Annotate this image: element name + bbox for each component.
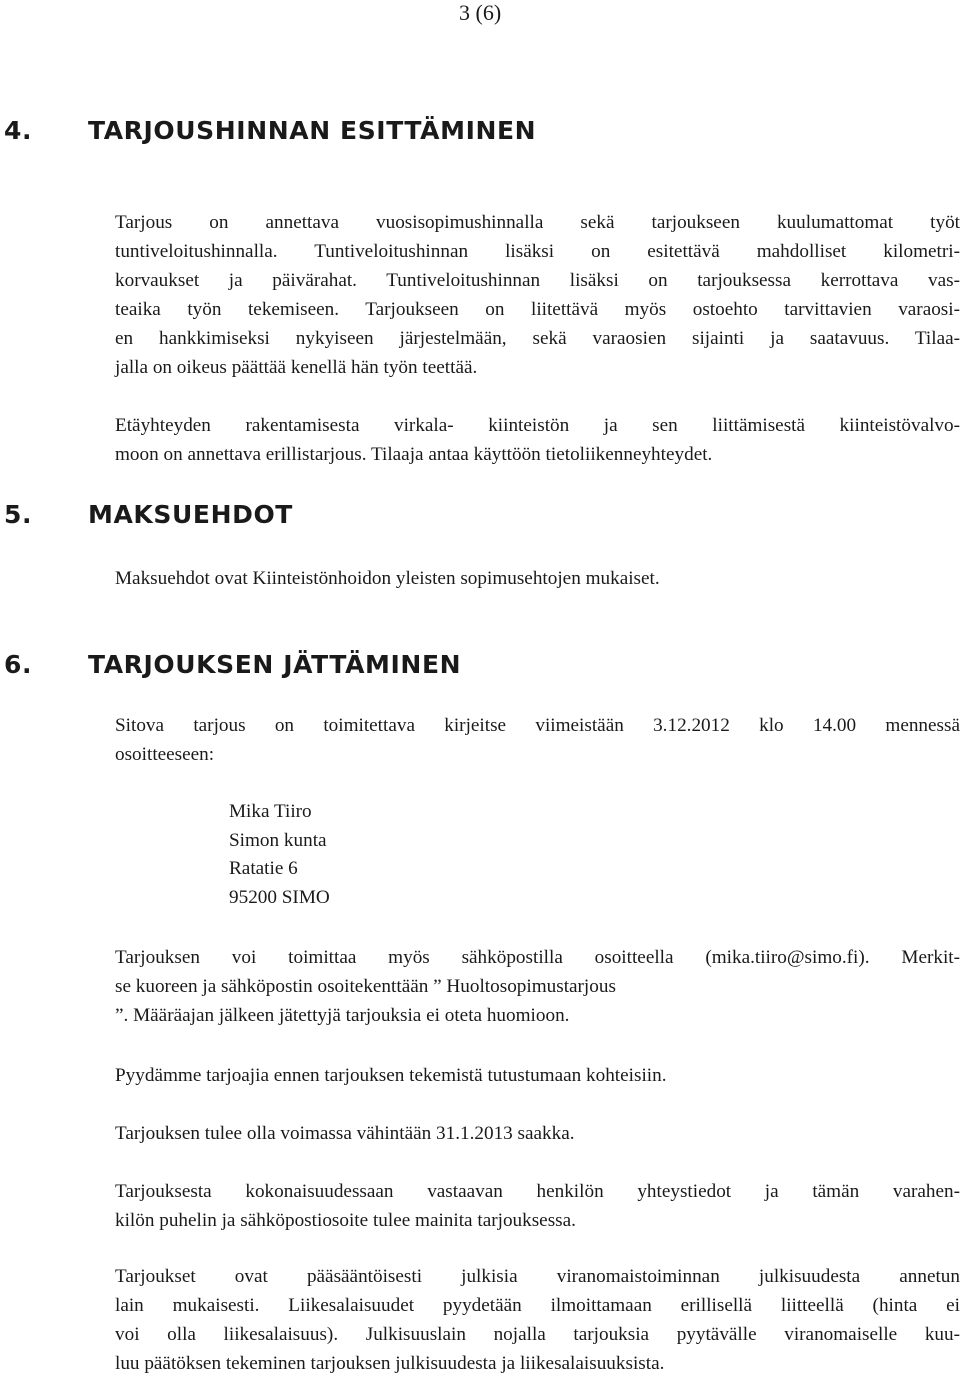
section-number: 5. (4, 500, 33, 529)
paragraph-line: Tarjouksen tulee olla voimassa vähintään 31.1.2013 saakka. (115, 1123, 575, 1144)
section-number: 4. (4, 116, 33, 145)
address-name: Mika Tiiro (229, 801, 312, 822)
paragraph-site-visit (115, 1061, 960, 1090)
paragraph-line: kilön puhelin ja sähköpostiosoite tulee mainita tarjouksessa. (115, 1210, 576, 1231)
paragraph-line: Etäyhteyden rakentamisesta virkala- kiinteistön ja sen liittämisestä kiinteistövalvo- (115, 415, 960, 436)
paragraph-line: ”. Määräajan jälkeen jätettyjä tarjouksia ei oteta huomioon. (115, 1005, 570, 1026)
paragraph-line: jalla on oikeus päättää kenellä hän työn teettää. (115, 357, 478, 378)
paragraph-line: lain mukaisesti. Liikesalaisuudet pyydetään ilmoittamaan erillisellä liitteellä (hinta ei (115, 1295, 960, 1316)
paragraph-validity (115, 1119, 960, 1148)
paragraph-line: Tarjous on annettava vuosisopimushinnalla sekä tarjoukseen kuulumattomat työt (115, 212, 960, 233)
paragraph-line: voi olla liikesalaisuus). Julkisuuslain nojalla tarjouksia pyytävälle viranomaiselle kuu- (115, 1324, 960, 1345)
paragraph-submission-deadline (115, 711, 960, 769)
paragraph-line: osoitteeseen: (115, 744, 215, 765)
paragraph-line: Pyydämme tarjoajia ennen tarjouksen tekemistä tutustumaan kohteisiin. (115, 1065, 667, 1086)
paragraph-email-submission (115, 943, 960, 1030)
paragraph-line: Tarjoukset ovat pääsääntöisesti julkisia viranomaistoiminnan julkisuudesta annetun (115, 1266, 960, 1287)
paragraph-line: korvaukset ja päivärahat. Tuntiveloitushinnan lisäksi on tarjouksessa kerrottava vas- (115, 270, 960, 291)
paragraph-line: tuntiveloitushinnalla. Tuntiveloitushinnan lisäksi on esitettävä mahdolliset kilometri- (115, 241, 960, 262)
paragraph-contact-person (115, 1177, 960, 1235)
paragraph-line: Maksuehdot ovat Kiinteistönhoidon yleisten sopimusehtojen mukaiset. (115, 568, 660, 589)
paragraph-payment-terms (115, 564, 960, 593)
paragraph-line: luu päätöksen tekeminen tarjouksen julkisuudesta ja liikesalaisuuksista. (115, 1353, 665, 1374)
section-title: TARJOUSHINNAN ESITTÄMINEN (88, 116, 537, 145)
paragraph-remote-connection (115, 411, 960, 469)
address-postal: 95200 SIMO (229, 886, 330, 908)
paragraph-line: Tarjouksen voi toimittaa myös sähköpostilla osoitteella (mika.tiiro@simo.fi). Merkit- (115, 947, 960, 968)
paragraph-line: teaika työn tekemiseen. Tarjoukseen on liitettävä myös ostoehto tarvittavien varaosi- (115, 299, 960, 320)
postal-address (229, 798, 330, 912)
paragraph-line: se kuoreen ja sähköpostin osoitekenttään ” Huoltosopimustarjous (115, 976, 616, 997)
paragraph-publicity (115, 1262, 960, 1378)
section-number: 6. (4, 650, 33, 679)
paragraph-line: en hankkimiseksi nykyiseen järjestelmään, sekä varaosien sijainti ja saatavuus. Tilaa- (115, 328, 960, 349)
address-street: Ratatie 6 (229, 858, 298, 880)
paragraph-pricing (115, 208, 960, 382)
section-title: MAKSUEHDOT (88, 500, 293, 529)
paragraph-line: moon on annettava erillistarjous. Tilaaja antaa käyttöön tietoliikenneyhteydet. (115, 444, 713, 465)
paragraph-line: Sitova tarjous on toimitettava kirjeitse viimeistään 3.12.2012 klo 14.00 mennessä (115, 715, 960, 736)
paragraph-line: Tarjouksesta kokonaisuudessaan vastaavan henkilön yhteystiedot ja tämän varahen- (115, 1181, 960, 1202)
section-title: TARJOUKSEN JÄTTÄMINEN (88, 650, 462, 679)
address-organization: Simon kunta (229, 829, 327, 851)
page-number: 3 (6) (459, 0, 502, 25)
